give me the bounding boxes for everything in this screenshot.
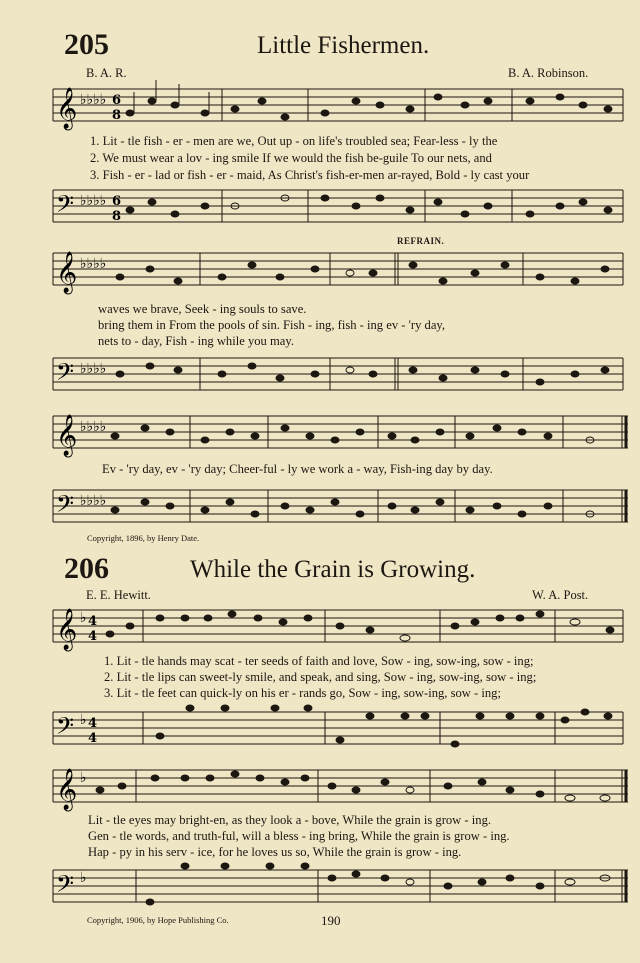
key-signature-icon: ♭♭♭♭ (80, 193, 107, 209)
svg-text:♭♭♭♭: ♭♭♭♭ (80, 361, 107, 377)
composer-credit: B. A. Robinson. (508, 66, 589, 80)
copyright-notice: Copyright, 1896, by Henry Date. (87, 533, 200, 543)
svg-text:♭: ♭ (80, 610, 87, 626)
treble-clef-icon: 𝄞 (56, 415, 78, 456)
lyric-line: 2. We must wear a lov - ing smile If we would the fish be-guile To our nets, and (90, 151, 492, 165)
treble-clef-icon: 𝄞 (56, 609, 78, 650)
bass-clef-icon: 𝄢 (56, 712, 75, 745)
svg-text:8: 8 (112, 209, 122, 224)
treble-clef-icon: 𝄞 (56, 769, 78, 810)
hymn-number: 205 (64, 28, 109, 61)
refrain-label: REFRAIN. (397, 236, 445, 246)
svg-text:♭♭♭♭: ♭♭♭♭ (80, 256, 107, 272)
hymn-title: Little Fishermen. (257, 32, 430, 59)
svg-text:♭♭♭♭: ♭♭♭♭ (80, 493, 107, 509)
hymn-title: While the Grain is Growing. (190, 556, 476, 583)
copyright-notice: Copyright, 1906, by Hope Publishing Co. (87, 915, 229, 925)
lyric-line: Ev - 'ry day, ev - 'ry day; Cheer-ful - ly we work a - way, Fish-ing day by day. (102, 462, 493, 476)
lyric-line: 1. Lit - tle fish - er - men are we, Out up - on life's troubled sea; Fear-less - ly the (90, 134, 498, 148)
svg-text:8: 8 (112, 108, 122, 123)
composer-credit: W. A. Post. (532, 588, 589, 602)
svg-text:4: 4 (88, 614, 98, 629)
svg-text:4: 4 (88, 629, 98, 644)
svg-text:♭: ♭ (80, 870, 87, 886)
lyric-line: 1. Lit - tle hands may scat - ter seeds of faith and love, Sow - ing, sow-ing, sow - ing; (104, 654, 534, 668)
lyric-line: Lit - tle eyes may bright-en, as they look a - bove, While the grain is grow - ing. (88, 813, 492, 827)
svg-text:♭: ♭ (80, 712, 87, 728)
author-credit: E. E. Hewitt. (86, 588, 151, 602)
bass-clef-icon: 𝄢 (56, 870, 75, 903)
treble-clef-icon: 𝄞 (56, 88, 78, 129)
author-credit: B. A. R. (86, 66, 127, 80)
svg-text:6: 6 (112, 93, 122, 108)
treble-clef-icon: 𝄞 (56, 252, 78, 293)
hymn-number: 206 (64, 552, 109, 585)
lyric-line: 3. Fish - er - lad or fish - er - maid, As Christ's fish-er-men ar-rayed, Bold - ly cast your (90, 168, 530, 182)
bass-clef-icon: 𝄢 (56, 190, 75, 223)
bass-clef-icon: 𝄢 (56, 490, 75, 523)
page-number: 190 (321, 913, 341, 928)
lyric-line: nets to - day, Fish - ing while you may. (98, 334, 294, 348)
svg-text:4: 4 (88, 716, 98, 731)
svg-text:♭♭♭♭: ♭♭♭♭ (80, 419, 107, 435)
lyric-line: bring them in From the pools of sin. Fish - ing, fish - ing ev - 'ry day, (98, 318, 446, 332)
key-signature-icon: ♭♭♭♭ (80, 92, 107, 108)
lyric-line: Hap - py in his serv - ice, for he loves us so, While the grain is grow - ing. (88, 845, 462, 859)
lyric-line: Gen - tle words, and truth-ful, will a bless - ing bring, While the grain is grow - ing. (88, 829, 510, 843)
svg-text:♭: ♭ (80, 770, 87, 786)
lyric-line: 2. Lit - tle lips can sweet-ly smile, and speak, and sing, Sow - ing, sow-ing, sow - ing; (104, 670, 537, 684)
lyric-line: 3. Lit - tle feet can quick-ly on his er - rands go, Sow - ing, sow-ing, sow - ing; (104, 686, 501, 700)
svg-text:4: 4 (88, 731, 98, 746)
bass-clef-icon: 𝄢 (56, 358, 75, 391)
lyric-line: waves we brave, Seek - ing souls to save. (98, 302, 307, 316)
svg-text:6: 6 (112, 194, 122, 209)
